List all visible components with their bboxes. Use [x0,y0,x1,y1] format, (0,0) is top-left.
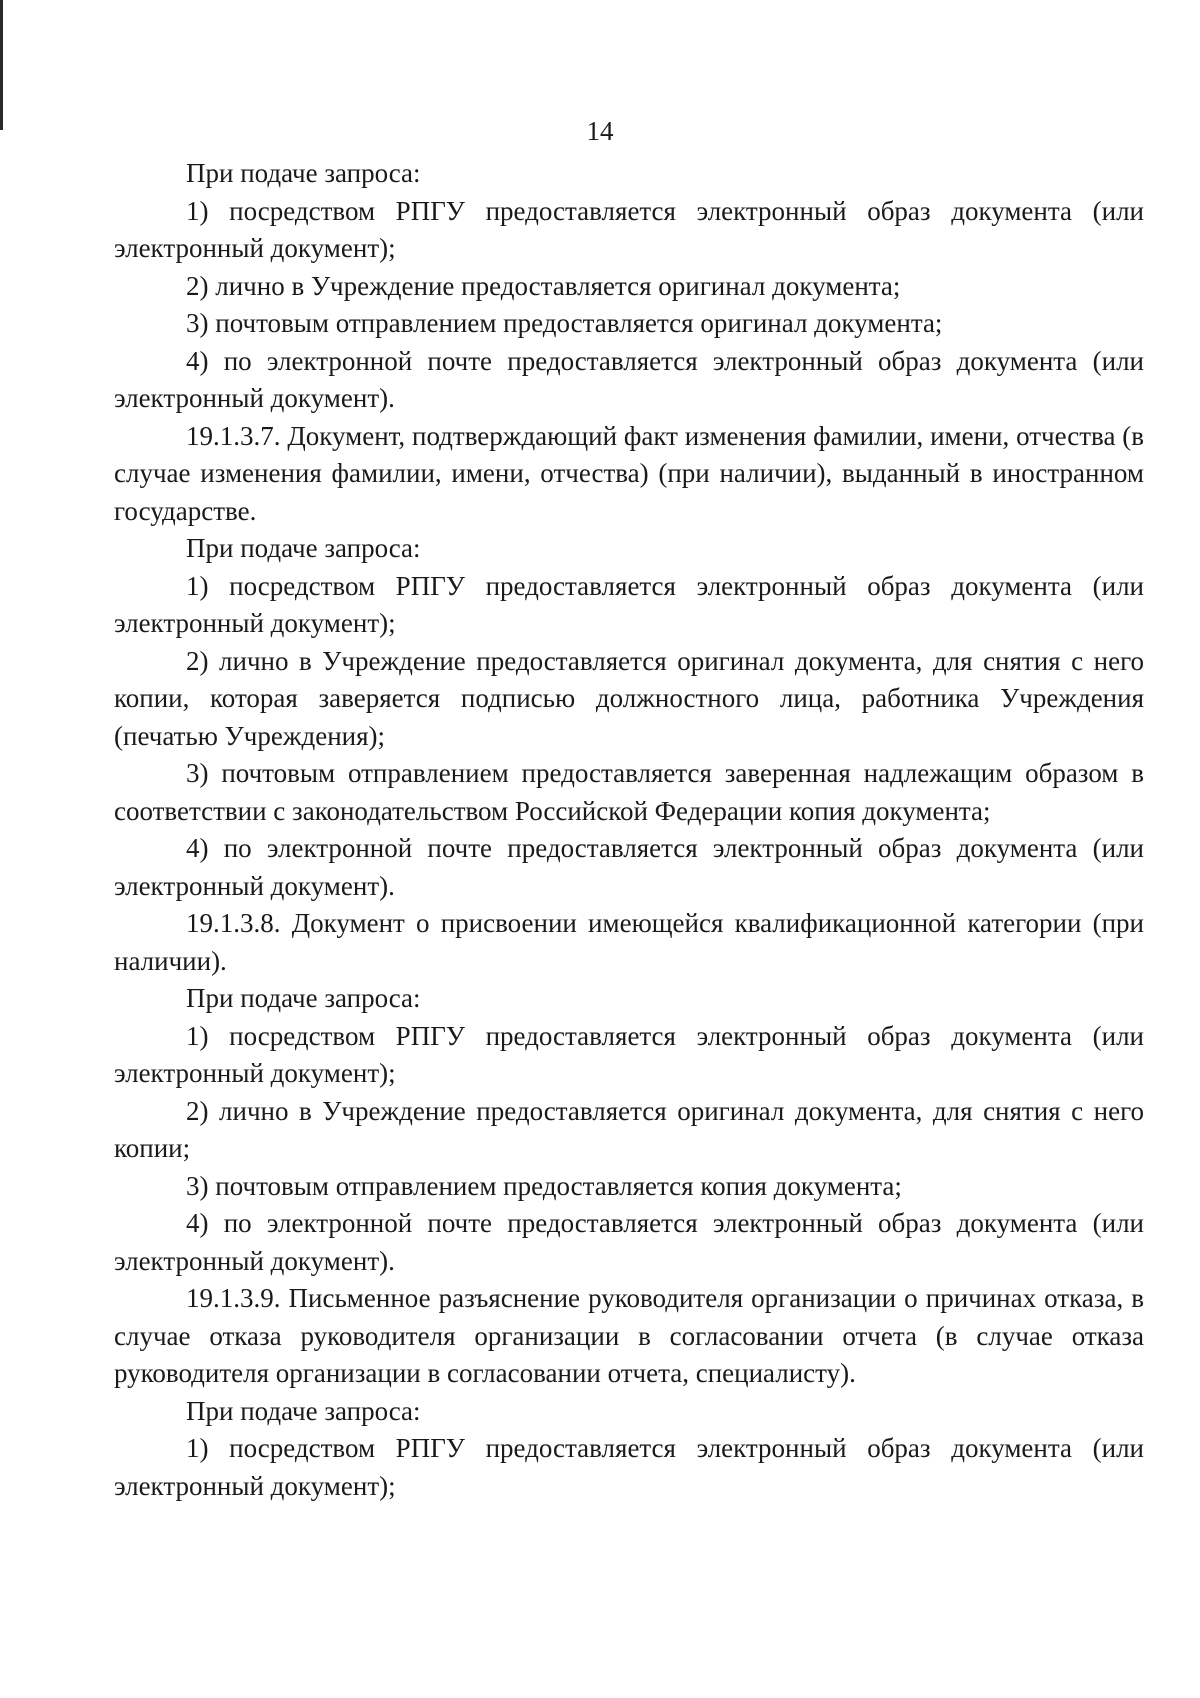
paragraph: 1) посредством РПГУ предоставляется электронный образ документа (или электронный документ); [114,1020,1144,1088]
paragraph: 2) лично в Учреждение предоставляется оригинал документа, для снятия с него копии, которая заверяется подписью должностного лица, работника Учреждения (печатью Учреждения); [114,645,1144,751]
scan-edge-mark [0,0,3,130]
paragraph: 1) посредством РПГУ предоставляется электронный образ документа (или электронный документ); [114,195,1144,263]
paragraph: 3) почтовым отправлением предоставляется копия документа; [186,1170,902,1201]
section-heading-19-1-3-8: 19.1.3.8. Документ о присвоении имеющейся квалификационной категории (при наличии). [114,908,1144,976]
document-body [114,155,1144,1505]
paragraph: 1) посредством РПГУ предоставляется электронный образ документа (или электронный документ); [114,1433,1144,1501]
paragraph: 4) по электронной почте предоставляется электронный образ документа (или электронный документ). [114,345,1144,413]
paragraph: При подаче запроса: [186,158,421,188]
paragraph: 3) почтовым отправлением предоставляется оригинал документа; [186,308,943,338]
paragraph: 1) посредством РПГУ предоставляется электронный образ документа (или электронный документ); [114,570,1144,638]
paragraph: 2) лично в Учреждение предоставляется оригинал документа; [186,270,901,301]
section-heading-19-1-3-7: 19.1.3.7. Документ, подтверждающий факт изменения фамилии, имени, отчества (в случае изменения фамилии, имени, отчества) (при наличии), выданный в иностранном государстве. [114,420,1144,526]
paragraph: 4) по электронной почте предоставляется электронный образ документа (или электронный документ). [114,1208,1144,1276]
paragraph: При подаче запроса: [186,1395,421,1426]
paragraph: 2) лично в Учреждение предоставляется оригинал документа, для снятия с него копии; [114,1095,1144,1163]
section-heading-19-1-3-9: 19.1.3.9. Письменное разъяснение руководителя организации о причинах отказа, в случае отказа руководителя организации в согласовании отчета (в случае отказа руководителя организации в согласовании отчета, специалисту). [114,1283,1144,1388]
paragraph: 3) почтовым отправлением предоставляется заверенная надлежащим образом в соответствии с законодательством Российской Федерации копия документа; [114,758,1144,826]
paragraph: При подаче запроса: [186,533,421,563]
page-number: 14 [586,116,614,146]
paragraph: 4) по электронной почте предоставляется электронный образ документа (или электронный документ). [114,833,1144,901]
paragraph: При подаче запроса: [186,983,421,1013]
